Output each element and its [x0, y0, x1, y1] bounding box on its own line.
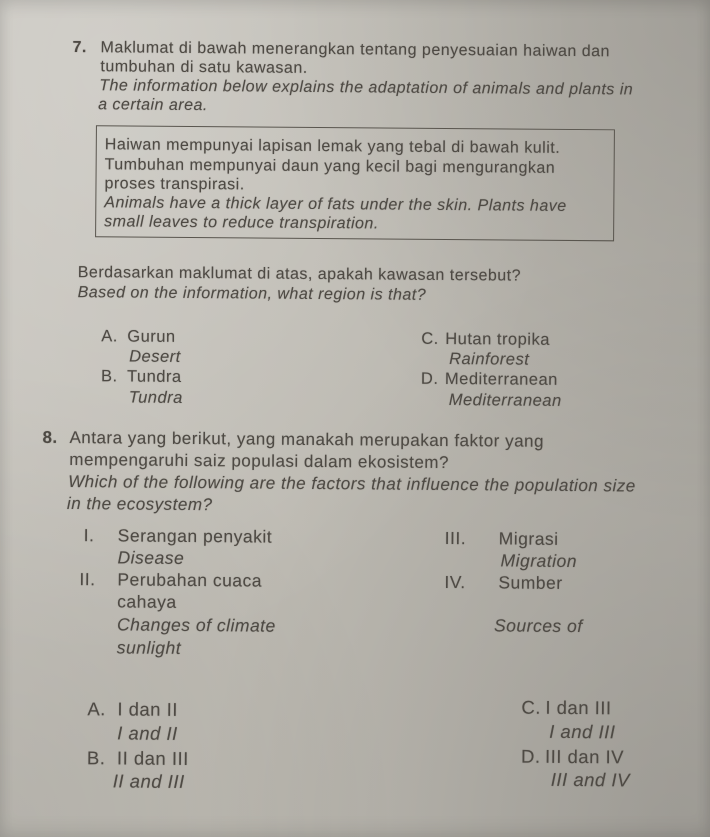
q7-option-a-en: Desert [129, 347, 181, 366]
q7-option-d-label: D. [420, 369, 439, 388]
question-8-number: 8. [42, 427, 58, 447]
q7-option-c-label: C. [421, 329, 439, 348]
q8-item-3-en: Migration [500, 550, 578, 572]
q8-item-3-ms: Migrasi [498, 528, 559, 549]
q7-option-c-ms: Hutan tropika [445, 329, 550, 349]
q8-option-a-ms: I dan II [117, 698, 179, 720]
q8-option-c-en: I and III [549, 720, 616, 743]
q8-item-1-ms: Serangan penyakit [117, 525, 273, 547]
q7-option-c-en: Rainforest [449, 350, 530, 369]
q8-item-4-numeral: IV. [444, 571, 466, 593]
q7-prompt-ms: Berdasarkan maklumat di atas, apakah kawasan tersebut? [77, 264, 522, 285]
question-7-number: 7. [72, 39, 87, 57]
q8-option-d-en: III and IV [550, 768, 630, 791]
q7-option-b-en: Tundra [128, 388, 183, 407]
q8-item-4-ms: Sumber [498, 572, 563, 593]
q8-item-2-ms: Perubahan cuaca [117, 569, 263, 591]
q7-option-a-ms: Gurun [127, 327, 176, 346]
info-box-en-line1: Animals have a thick layer of fats under the skin. Plants have [104, 194, 567, 215]
q7-stem-en-line1: The information below explains the adaptation of animals and plants in [99, 77, 634, 99]
q7-option-d-en: Mediterranean [448, 391, 562, 410]
q8-option-a-label: A. [87, 698, 106, 720]
q7-stem-ms-line1: Maklumat di bawah menerangkan tentang penyesuaian haiwan dan [100, 39, 611, 61]
q8-option-c-ms: I dan III [545, 696, 612, 719]
q8-item-4-en: Sources of [493, 615, 583, 637]
q8-option-b-en: II and III [112, 770, 185, 792]
q7-option-b-ms: Tundra [126, 367, 182, 386]
q7-option-b-label: B. [100, 367, 118, 386]
q8-stem-en-line1: Which of the following are the factors that influence the population size [68, 472, 636, 496]
q8-stem-en-line2: in the ecosystem? [66, 494, 213, 515]
info-box-en-line2: small leaves to reduce transpiration. [104, 213, 379, 233]
q8-option-d-label: D. [520, 745, 541, 767]
q7-stem-en-line2: a certain area. [98, 96, 208, 115]
q7-prompt-en: Based on the information, what region is that? [77, 284, 427, 304]
q8-item-3-numeral: III. [444, 527, 467, 549]
q8-item-2-ms-line2: cahaya [117, 591, 177, 612]
q8-option-d-ms: III dan IV [544, 745, 625, 768]
info-box-ms-line3: proses transpirasi. [104, 175, 245, 194]
q8-item-2-en-line2: sunlight [116, 637, 182, 658]
q8-option-b-label: B. [86, 747, 106, 769]
q8-item-2-en: Changes of climate [116, 614, 276, 636]
info-box-ms-line1: Haiwan mempunyai lapisan lemak yang tebal di bawah kulit. [104, 136, 561, 157]
q8-stem-ms-line2: mempengaruhi saiz populasi dalam ekosistem? [69, 450, 450, 473]
q7-stem-ms-line2: tumbuhan di satu kawasan. [100, 58, 308, 77]
q8-option-b-ms: II dan III [116, 747, 189, 769]
q8-item-1-en: Disease [117, 547, 185, 568]
q8-option-c-label: C. [521, 696, 541, 718]
q7-option-d-ms: Mediterranean [444, 369, 558, 389]
q8-item-1-numeral: I. [83, 525, 95, 546]
info-box-ms-line2: Tumbuhan mempunyai daun yang kecil bagi mengurangkan [104, 156, 556, 177]
q7-option-a-label: A. [101, 327, 118, 346]
q8-item-2-numeral: II. [79, 569, 96, 590]
q8-option-a-en: I and II [117, 722, 178, 744]
q8-stem-ms-line1: Antara yang berikut, yang manakah merupakan faktor yang [69, 428, 545, 451]
